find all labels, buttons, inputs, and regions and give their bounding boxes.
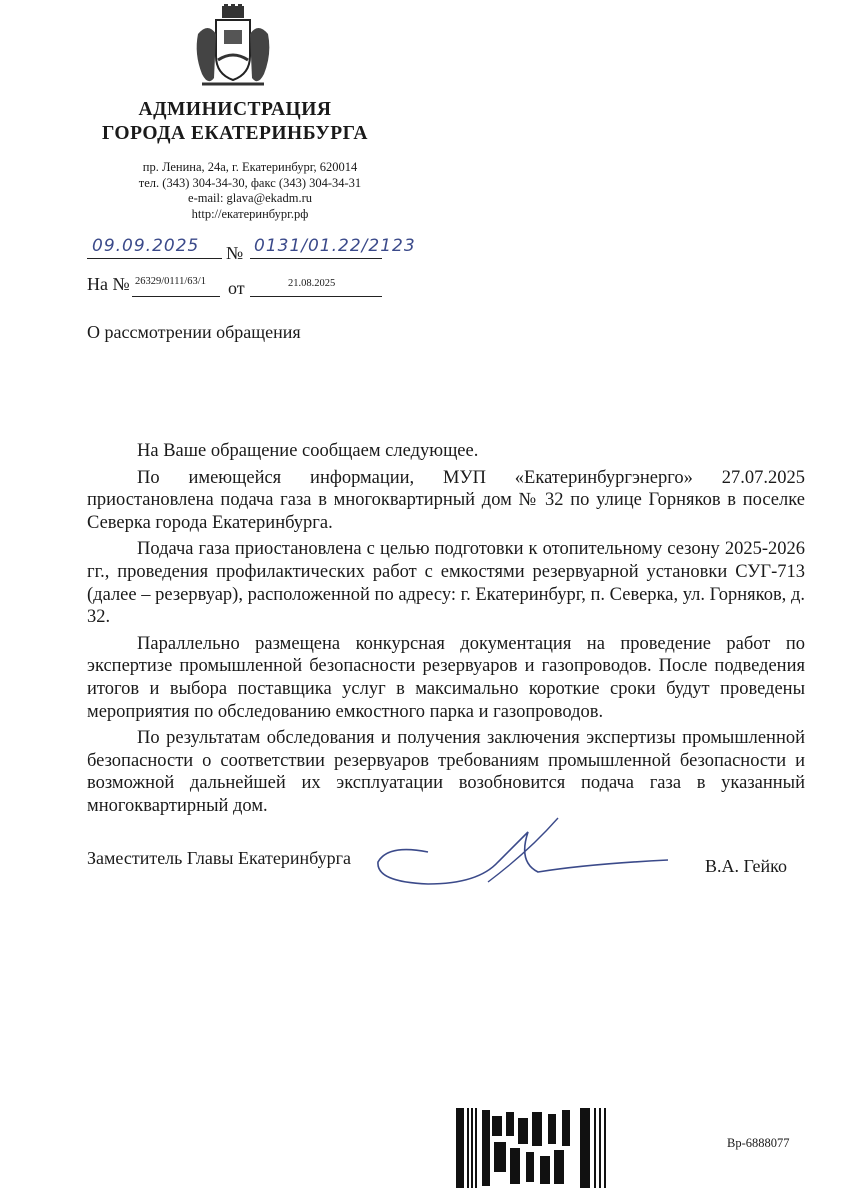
- signatory-name: В.А. Гейко: [705, 856, 787, 876]
- outgoing-date: 09.09.2025: [92, 236, 200, 256]
- reply-date: 21.08.2025: [288, 278, 336, 289]
- email: e-mail: glava@ekadm.ru: [188, 191, 312, 205]
- paragraph: Параллельно размещена конкурсная документация на проведение работ по экспертизе промышленной безопасности резервуаров и газопроводов. После подведения итогов и выбора поставщика услуг в максимально короткие сроки будут проведены мероприятия по обследованию емкостного парка и газопроводов.: [87, 633, 805, 722]
- pdf417-barcode: [456, 1108, 616, 1188]
- handwritten-signature: [368, 812, 678, 892]
- from-label: от: [228, 278, 245, 298]
- number-label: №: [226, 243, 244, 263]
- reply-number: 26329/0111/63/1: [135, 276, 206, 287]
- paragraph: По имеющейся информации, МУП «Екатеринбургэнерго» 27.07.2025 приостановлена подача газа в многоквартирный дом № 32 по улице Горняков в поселке Северка города Екатеринбурга.: [87, 467, 805, 533]
- registration-code: Вр-6888077: [727, 1136, 790, 1150]
- org-line-2: ГОРОДА ЕКАТЕРИНБУРГА: [101, 123, 369, 144]
- website: http://екатеринбург.рф: [191, 206, 309, 221]
- paragraph: На Ваше обращение сообщаем следующее.: [137, 441, 479, 461]
- paragraph: По результатам обследования и получения заключения экспертизы промышленной безопасности о соответствии резервуаров требованиям промышленной безопасности и возможной дальнейшей их эксплуатации возобновится подача газа в указанный многоквартирный дом.: [87, 728, 805, 816]
- letter-subject: О рассмотрении обращения: [87, 322, 301, 342]
- organization-name: [60, 98, 410, 146]
- paragraph: Подача газа приостановлена с целью подготовки к отопительному сезону 2025-2026 гг., проведения профилактических работ с емкостями резервуарной установки СУГ-713 (далее – резервуар), расположенной по адресу: г. Екатеринбург, п. Северка, ул. Горняков, д. 32.: [87, 539, 805, 628]
- signatory-title: Заместитель Главы Екатеринбурга: [87, 848, 351, 868]
- contact-block: [100, 160, 400, 222]
- org-line-1: АДМИНИСТРАЦИЯ: [138, 99, 332, 120]
- letter-body: [87, 440, 805, 822]
- phone: тел. (343) 304-34-30, факс (343) 304-34-31: [138, 175, 362, 190]
- coat-of-arms-logo: [192, 4, 274, 92]
- reply-label: На №: [87, 274, 130, 294]
- outgoing-number: 0131/01.22/2123: [254, 236, 416, 256]
- address: пр. Ленина, 24а, г. Екатеринбург, 620014: [142, 160, 358, 174]
